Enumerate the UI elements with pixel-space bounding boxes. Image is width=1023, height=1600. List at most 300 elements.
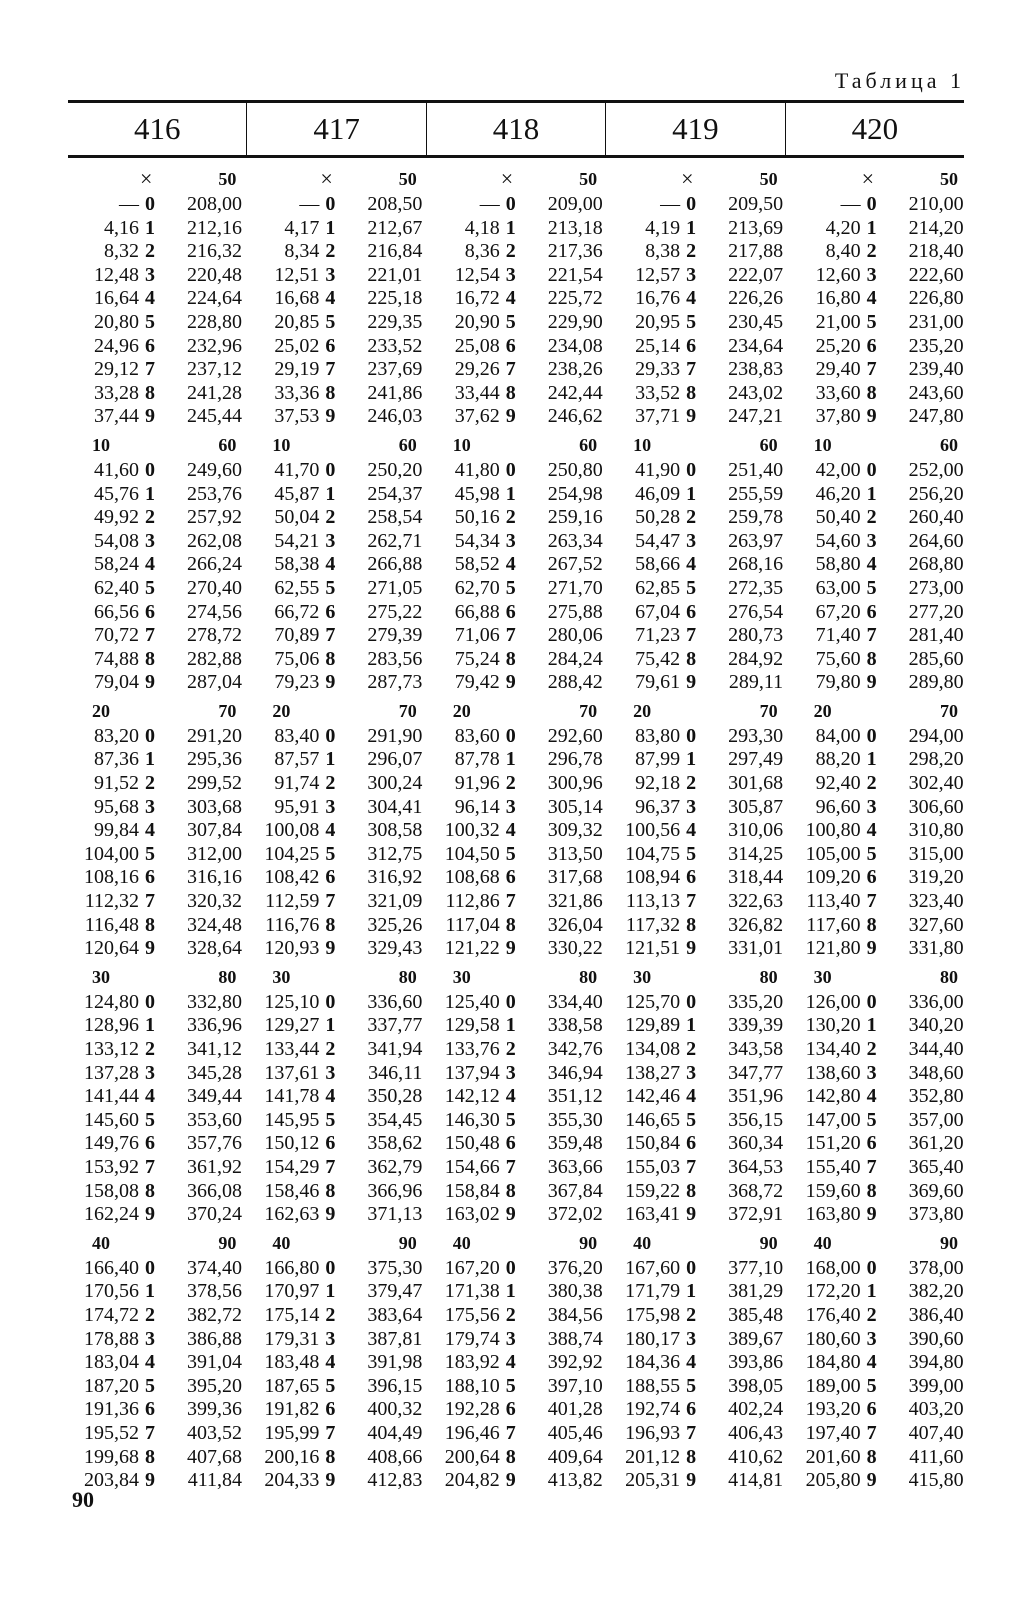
- product-large: 280,06: [547, 624, 603, 647]
- cell-group: [603, 890, 783, 914]
- table-row: [62, 483, 964, 507]
- product-large: 403,20: [908, 1398, 964, 1421]
- cell-group: [242, 1375, 422, 1399]
- unit-digit: 6: [325, 1398, 336, 1421]
- unit-digit: 0: [145, 193, 155, 215]
- unit-digit: 5: [866, 310, 877, 333]
- unit-digit: 4: [866, 287, 877, 310]
- cell-group: [423, 991, 603, 1015]
- cell-group: [603, 335, 783, 359]
- product-small: 146,30: [444, 1108, 500, 1131]
- cell-group: [423, 1328, 603, 1352]
- product-large: 262,71: [367, 529, 423, 552]
- unit-digit: 7: [145, 1421, 155, 1444]
- product-small: 67,20: [815, 600, 861, 623]
- unit-digit: 9: [686, 1203, 697, 1226]
- product-small: 87,36: [94, 748, 139, 771]
- tens-label: 30: [813, 966, 832, 987]
- cell-group: [62, 1085, 242, 1109]
- unit-digit: 2: [145, 506, 155, 529]
- unit-digit: 9: [686, 405, 697, 428]
- cell-group: [603, 506, 783, 530]
- cell-group: [603, 1304, 783, 1328]
- unit-digit: 3: [325, 263, 336, 286]
- times-sign: ×: [140, 166, 153, 191]
- cell-group: [784, 553, 964, 577]
- cell-group: [62, 530, 242, 554]
- cell-group: [423, 1132, 603, 1156]
- product-large: 250,20: [367, 458, 423, 481]
- unit-digit: 4: [866, 553, 877, 576]
- cell-group: [62, 601, 242, 625]
- product-large: 246,03: [367, 405, 423, 428]
- product-small: 33,52: [635, 381, 681, 404]
- cell-group: [242, 311, 422, 335]
- cell-group: [242, 483, 422, 507]
- unit-digit: 1: [686, 1280, 697, 1303]
- unit-digit: 2: [686, 772, 697, 795]
- product-small: 8,40: [825, 240, 861, 263]
- product-small: 158,08: [84, 1179, 139, 1202]
- table-block: [62, 963, 964, 1227]
- product-small: 70,72: [94, 624, 139, 647]
- product-small: 75,06: [274, 647, 320, 670]
- block-label-group: [242, 697, 422, 725]
- product-large: 378,56: [187, 1280, 242, 1303]
- product-small: 125,70: [625, 990, 681, 1013]
- unit-digit: 6: [325, 334, 336, 357]
- cell-group: [242, 772, 422, 796]
- cell-group: [603, 459, 783, 483]
- product-small: 155,03: [625, 1155, 681, 1178]
- product-small: 87,57: [274, 748, 320, 771]
- block-label-group: [603, 165, 783, 193]
- cell-group: [603, 1446, 783, 1470]
- cell-group: [423, 1156, 603, 1180]
- unit-digit: 3: [505, 1327, 516, 1350]
- product-small: 112,86: [445, 890, 500, 913]
- table-row: [62, 217, 964, 241]
- unit-digit: 9: [145, 405, 155, 428]
- product-large: 259,16: [547, 506, 603, 529]
- cell-group: [242, 240, 422, 264]
- product-large: 377,10: [728, 1256, 784, 1279]
- unit-digit: 5: [505, 310, 516, 333]
- tens-label-right: 90: [579, 1232, 598, 1253]
- table-row: [62, 914, 964, 938]
- unit-digit: 6: [505, 334, 516, 357]
- product-large: 306,60: [908, 795, 964, 818]
- cell-group: [242, 1062, 422, 1086]
- tens-label-right: 50: [398, 169, 417, 189]
- cell-group: [603, 1203, 783, 1227]
- unit-digit: 3: [866, 529, 877, 552]
- product-large: 380,38: [547, 1280, 603, 1303]
- cell-group: [242, 937, 422, 961]
- product-large: 264,60: [908, 529, 964, 552]
- table-row: [62, 1280, 964, 1304]
- tens-label-right: 80: [939, 966, 958, 987]
- cell-group: [784, 1203, 964, 1227]
- product-large: 288,42: [547, 671, 603, 694]
- product-large: 330,22: [547, 937, 603, 960]
- unit-digit: 5: [325, 576, 336, 599]
- product-large: 284,24: [547, 647, 603, 670]
- cell-group: [242, 624, 422, 648]
- unit-digit: 4: [686, 819, 697, 842]
- product-small: 91,52: [94, 772, 139, 795]
- product-large: 358,62: [367, 1132, 423, 1155]
- cell-group: [603, 1085, 783, 1109]
- unit-digit: 1: [325, 482, 336, 505]
- unit-digit: 9: [145, 1469, 155, 1492]
- cell-group: [62, 1062, 242, 1086]
- product-small: 184,36: [625, 1351, 681, 1374]
- cell-group: [423, 1109, 603, 1133]
- cell-group: [603, 772, 783, 796]
- product-small: 196,93: [625, 1421, 681, 1444]
- product-small: 145,95: [264, 1108, 320, 1131]
- unit-digit: 0: [686, 1256, 697, 1279]
- product-small: 155,40: [805, 1155, 861, 1178]
- table-row: [62, 1109, 964, 1133]
- cell-group: [784, 1469, 964, 1493]
- product-large: 242,44: [547, 381, 603, 404]
- product-large: 314,25: [728, 842, 784, 865]
- cell-group: [242, 819, 422, 843]
- product-large: 408,66: [367, 1445, 423, 1468]
- product-large: 316,16: [187, 866, 242, 889]
- cell-group: [62, 843, 242, 867]
- product-large: 336,00: [908, 990, 964, 1013]
- table-row: [62, 577, 964, 601]
- product-small: 16,80: [815, 287, 861, 310]
- product-large: 359,48: [547, 1132, 603, 1155]
- product-small: 12,60: [815, 263, 861, 286]
- product-large: 225,18: [367, 287, 423, 310]
- unit-digit: 5: [145, 1374, 155, 1397]
- product-small: 199,68: [84, 1445, 139, 1468]
- product-large: 332,80: [187, 990, 242, 1013]
- product-small: 21,00: [815, 310, 861, 333]
- table-row: [62, 648, 964, 672]
- unit-digit: 4: [145, 819, 155, 842]
- product-large: 399,36: [187, 1398, 242, 1421]
- cell-group: [423, 1375, 603, 1399]
- product-large: 273,00: [908, 576, 964, 599]
- cell-group: [784, 287, 964, 311]
- product-small: 37,80: [815, 405, 861, 428]
- unit-digit: 8: [866, 1179, 877, 1202]
- block-label-group: [784, 431, 964, 459]
- product-small: 100,56: [625, 819, 681, 842]
- cell-group: [784, 866, 964, 890]
- product-small: 124,80: [84, 990, 139, 1013]
- unit-digit: 3: [686, 263, 697, 286]
- product-large: 344,40: [908, 1038, 964, 1060]
- cell-group: [62, 483, 242, 507]
- cell-group: [784, 843, 964, 867]
- product-large: 365,40: [908, 1155, 964, 1178]
- product-large: 256,20: [908, 482, 964, 505]
- table-row: [62, 553, 964, 577]
- product-small: 204,33: [264, 1469, 320, 1492]
- product-small: 75,24: [454, 647, 500, 670]
- product-small: 4,17: [284, 216, 320, 239]
- product-small: 195,52: [84, 1421, 139, 1444]
- table-row: [62, 405, 964, 429]
- unit-digit: 1: [145, 1014, 155, 1037]
- product-large: 388,74: [547, 1327, 603, 1350]
- cell-group: [784, 1014, 964, 1038]
- product-small: 167,20: [444, 1256, 500, 1279]
- product-large: 270,40: [187, 576, 242, 599]
- cell-group: [784, 577, 964, 601]
- product-small: 154,66: [444, 1155, 500, 1178]
- product-large: 399,00: [908, 1374, 964, 1397]
- unit-digit: 2: [686, 240, 697, 263]
- product-large: 214,20: [908, 216, 964, 239]
- unit-digit: 4: [325, 1351, 336, 1374]
- product-small: 88,20: [815, 748, 861, 771]
- tens-label-right: 50: [759, 169, 778, 189]
- cell-group: [784, 1328, 964, 1352]
- unit-digit: 7: [686, 1421, 697, 1444]
- cell-group: [603, 796, 783, 820]
- unit-digit: 8: [866, 647, 877, 670]
- product-small: 95,91: [274, 795, 320, 818]
- product-small: 188,10: [444, 1374, 500, 1397]
- cell-group: [62, 1109, 242, 1133]
- tens-label-right: 70: [398, 700, 417, 721]
- unit-digit: 0: [505, 990, 516, 1013]
- table-block: [62, 697, 964, 961]
- product-small: 37,71: [635, 405, 681, 428]
- times-sign: ×: [500, 166, 514, 191]
- cell-group: [62, 405, 242, 429]
- unit-digit: 3: [866, 1061, 877, 1084]
- product-small: 183,04: [84, 1351, 139, 1374]
- unit-digit: 6: [686, 334, 697, 357]
- product-large: 410,62: [728, 1445, 784, 1468]
- cell-group: [784, 796, 964, 820]
- cell-group: [62, 648, 242, 672]
- cell-group: [423, 311, 603, 335]
- product-small: 171,79: [625, 1280, 681, 1303]
- product-small: 120,64: [84, 937, 139, 960]
- product-large: 343,58: [728, 1038, 784, 1060]
- unit-digit: 2: [145, 772, 155, 795]
- product-small: 167,60: [625, 1256, 681, 1279]
- product-small: 79,23: [274, 671, 320, 694]
- cell-group: [784, 1304, 964, 1328]
- product-small: 104,00: [84, 842, 139, 865]
- unit-digit: 6: [866, 866, 877, 889]
- unit-digit: 1: [866, 748, 877, 771]
- unit-digit: 3: [145, 529, 155, 552]
- unit-digit: 6: [325, 866, 336, 889]
- product-small: 41,70: [274, 458, 320, 481]
- cell-group: [423, 1085, 603, 1109]
- unit-digit: 7: [145, 624, 155, 647]
- unit-digit: 0: [145, 724, 155, 747]
- table-row: [62, 937, 964, 961]
- product-small: 45,98: [454, 482, 500, 505]
- product-large: 226,80: [908, 287, 964, 310]
- unit-digit: 3: [145, 795, 155, 818]
- product-small: 20,80: [94, 310, 139, 333]
- cell-group: [423, 1014, 603, 1038]
- product-small: 196,46: [444, 1421, 500, 1444]
- unit-digit: 5: [145, 576, 155, 599]
- cell-group: [242, 1014, 422, 1038]
- product-large: 317,68: [547, 866, 603, 889]
- product-small: 109,20: [805, 866, 861, 889]
- product-large: 411,84: [187, 1469, 242, 1492]
- unit-digit: 2: [686, 1038, 697, 1060]
- unit-digit: 0: [505, 1256, 516, 1279]
- cell-group: [784, 937, 964, 961]
- cell-group: [242, 914, 422, 938]
- product-large: 238,26: [547, 358, 603, 381]
- product-large: 336,96: [187, 1014, 242, 1037]
- cell-group: [423, 819, 603, 843]
- unit-digit: 6: [145, 334, 155, 357]
- unit-digit: 8: [145, 1445, 155, 1468]
- product-small: 188,55: [625, 1374, 681, 1397]
- product-large: 229,35: [367, 310, 423, 333]
- cell-group: [603, 1469, 783, 1493]
- cell-group: [784, 1038, 964, 1062]
- tens-label: 20: [813, 700, 832, 721]
- product-small: 58,52: [454, 553, 500, 576]
- product-large: 266,88: [367, 553, 423, 576]
- product-large: 398,05: [728, 1374, 784, 1397]
- unit-digit: 2: [866, 772, 877, 795]
- cell-group: [784, 335, 964, 359]
- unit-digit: 2: [325, 772, 336, 795]
- unit-digit: 3: [866, 263, 877, 286]
- cell-group: [242, 1132, 422, 1156]
- product-small: 116,48: [84, 913, 139, 936]
- product-small: 92,18: [635, 772, 681, 795]
- product-small: 83,40: [274, 724, 320, 747]
- product-large: 308,58: [367, 819, 423, 842]
- cell-group: [242, 577, 422, 601]
- table-row: [62, 1203, 964, 1227]
- product-large: 221,01: [367, 263, 423, 286]
- unit-digit: 4: [325, 1085, 336, 1108]
- table-row: [62, 358, 964, 382]
- cell-group: [62, 1351, 242, 1375]
- product-small: 83,20: [94, 724, 139, 747]
- product-large: 374,40: [187, 1256, 242, 1279]
- product-small: 16,64: [94, 287, 139, 310]
- product-large: 382,20: [908, 1280, 964, 1303]
- cell-group: [784, 311, 964, 335]
- unit-digit: 4: [686, 1351, 697, 1374]
- cell-group: [784, 483, 964, 507]
- product-small: 183,48: [264, 1351, 320, 1374]
- unit-digit: 1: [325, 748, 336, 771]
- product-small: 20,85: [274, 310, 320, 333]
- unit-digit: 4: [686, 287, 697, 310]
- product-large: 345,28: [187, 1061, 242, 1084]
- product-small: 201,60: [805, 1445, 861, 1468]
- cell-group: [784, 671, 964, 695]
- product-large: 289,11: [728, 671, 784, 694]
- cell-group: [242, 530, 422, 554]
- cell-group: [784, 1257, 964, 1281]
- tens-label: 40: [452, 1232, 471, 1253]
- unit-digit: 2: [866, 1303, 877, 1326]
- cell-group: [603, 1257, 783, 1281]
- product-small: 203,84: [84, 1469, 139, 1492]
- cell-group: [242, 991, 422, 1015]
- product-large: 313,50: [547, 842, 603, 865]
- product-large: 353,60: [187, 1108, 242, 1131]
- product-small: 66,56: [94, 600, 139, 623]
- product-small: 205,80: [805, 1469, 861, 1492]
- unit-digit: 0: [686, 193, 697, 215]
- cell-group: [603, 624, 783, 648]
- product-large: 368,72: [728, 1179, 784, 1202]
- unit-digit: 8: [325, 647, 336, 670]
- unit-digit: 9: [505, 937, 516, 960]
- product-small: 166,80: [264, 1256, 320, 1279]
- unit-digit: 2: [505, 240, 516, 263]
- tens-label-right: 80: [579, 966, 598, 987]
- unit-digit: 2: [505, 506, 516, 529]
- product-small: 16,68: [274, 287, 320, 310]
- cell-group: [242, 287, 422, 311]
- column-header: 416: [133, 111, 181, 146]
- product-small: —: [840, 193, 861, 215]
- cell-group: [62, 240, 242, 264]
- cell-group: [242, 843, 422, 867]
- cell-group: [62, 796, 242, 820]
- product-small: 137,94: [444, 1061, 500, 1084]
- cell-group: [423, 1257, 603, 1281]
- unit-digit: 5: [145, 310, 155, 333]
- unit-digit: 1: [505, 216, 516, 239]
- unit-digit: 1: [325, 1014, 336, 1037]
- product-large: 366,96: [367, 1179, 423, 1202]
- tens-label-right: 70: [759, 700, 778, 721]
- unit-digit: 5: [325, 1374, 336, 1397]
- unit-digit: 0: [145, 990, 155, 1013]
- product-large: 296,78: [547, 748, 603, 771]
- product-large: 237,69: [367, 358, 423, 381]
- table-row: [62, 1132, 964, 1156]
- product-large: 221,54: [547, 263, 603, 286]
- unit-digit: 5: [866, 576, 877, 599]
- product-large: 309,32: [547, 819, 603, 842]
- tens-label: 10: [272, 434, 291, 455]
- tens-label-right: 90: [939, 1232, 958, 1253]
- cell-group: [423, 1062, 603, 1086]
- unit-digit: 4: [505, 287, 516, 310]
- product-small: 108,94: [625, 866, 681, 889]
- unit-digit: 5: [866, 1108, 877, 1131]
- product-small: 104,25: [264, 842, 320, 865]
- product-small: 62,40: [94, 576, 139, 599]
- unit-digit: 1: [505, 482, 516, 505]
- product-large: 367,84: [547, 1179, 603, 1202]
- product-small: 70,89: [274, 624, 320, 647]
- cell-group: [784, 725, 964, 749]
- unit-digit: 5: [686, 576, 697, 599]
